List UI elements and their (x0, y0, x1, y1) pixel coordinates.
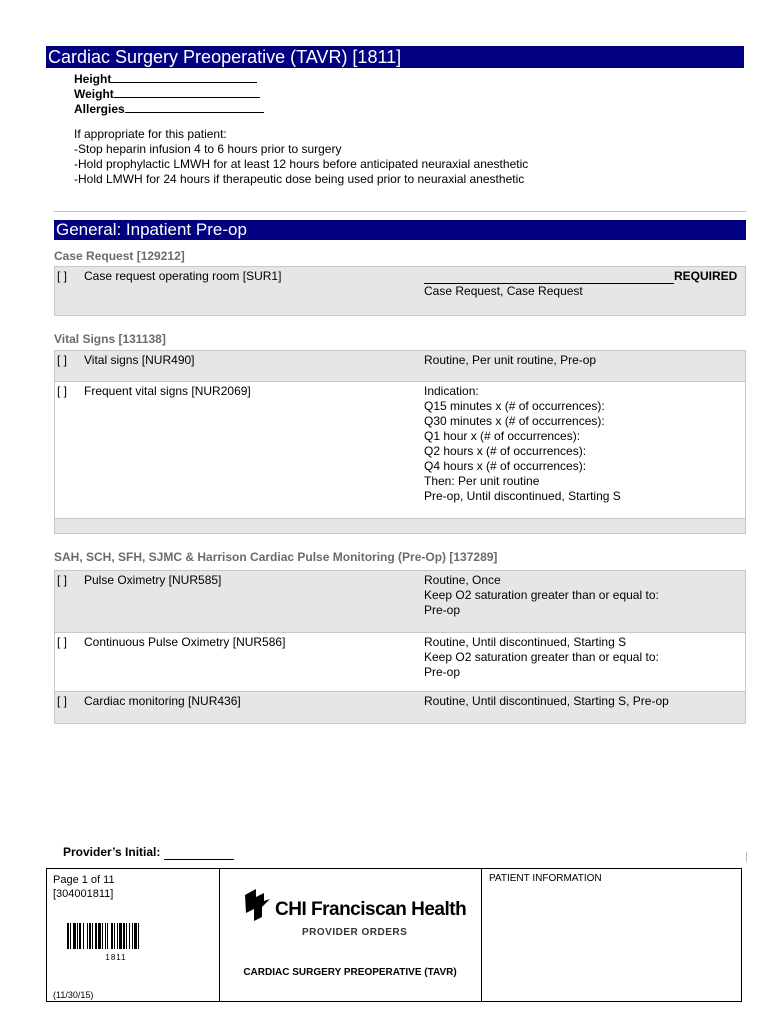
order-checkbox[interactable]: [ ] (57, 635, 68, 649)
divider (54, 211, 746, 212)
barcode-icon (67, 923, 165, 949)
page-info (53, 873, 115, 901)
patient-information-label: PATIENT INFORMATION (489, 873, 602, 884)
weight-field[interactable]: Weight (74, 86, 260, 102)
order-row (54, 632, 746, 692)
form-title-bar (46, 46, 744, 68)
order-checkbox[interactable]: [ ] (57, 269, 68, 283)
order-details: Routine, Until discontinued, Starting S, Pre-op (424, 694, 669, 708)
order-details: Routine, Once Keep O2 saturation greater than or equal to: Pre-op (424, 573, 659, 617)
order-row (54, 381, 746, 519)
order-details: REQUIRED Case Request, Case Request (424, 269, 738, 298)
group-title-case-request: Case Request [129212] (54, 249, 185, 263)
barcode-number: 1811 (105, 953, 127, 962)
order-checkbox[interactable]: [ ] (57, 384, 68, 398)
divider (746, 852, 747, 862)
form-date: (11/30/15) (53, 990, 94, 1000)
order-row (54, 350, 746, 382)
allergies-field[interactable]: Allergies (74, 101, 264, 117)
form-footer-title: CARDIAC SURGERY PREOPERATIVE (TAVR) (243, 967, 457, 978)
order-details: Routine, Per unit routine, Pre-op (424, 353, 597, 367)
order-name: Pulse Oximetry [NUR585] (84, 573, 222, 587)
required-entry-line[interactable] (424, 271, 674, 284)
order-details: Indication: Q15 minutes x (# of occurrences): Q30 minutes x (# of occurrences): Q1 hour x (# of occurrences): Q2 hours x (# of occurrences): Q4 hours x (# of occurrences): Then: Per unit routine Pre-op, Until discontinued, Starting S (424, 384, 621, 503)
section-title: General: Inpatient Pre-op (56, 220, 247, 239)
order-name: Cardiac monitoring [NUR436] (84, 694, 241, 708)
order-checkbox[interactable]: [ ] (57, 353, 68, 367)
section-title-bar (54, 220, 746, 240)
logo-name: CHI Franciscan Health (275, 899, 467, 920)
order-name: Continuous Pulse Oximetry [NUR586] (84, 635, 286, 649)
chi-logo-icon (242, 887, 272, 921)
page-number: Page 1 of 11 (53, 874, 115, 886)
height-field[interactable]: Height (74, 71, 257, 87)
form-title: Cardiac Surgery Preoperative (TAVR) [1811] (48, 47, 402, 67)
group-title-vital-signs: Vital Signs [131138] (54, 332, 166, 346)
order-name: Frequent vital signs [NUR2069] (84, 384, 251, 398)
required-label: REQUIRED (674, 269, 738, 283)
order-code: [304001811] (53, 888, 114, 900)
order-name: Vital signs [NUR490] (84, 353, 195, 367)
instruction-notes: If appropriate for this patient: -Stop heparin infusion 4 to 6 hours prior to surgery -Hold prophylactic LMWH for at least 12 hours before anticipated neuraxial anesthetic -Hold LMWH for 24 hours if therapeutic dose being used prior to neuraxial anesthetic (74, 127, 529, 186)
provider-initial-field[interactable]: Provider’s Initial: (63, 845, 234, 860)
order-name: Case request operating room [SUR1] (84, 269, 282, 283)
order-row (54, 570, 746, 633)
order-row (54, 691, 746, 724)
footer-box (46, 868, 742, 1002)
row-spacer (54, 518, 746, 534)
order-details: Routine, Until discontinued, Starting S Keep O2 saturation greater than or equal to: Pre-op (424, 635, 659, 679)
logo-subtitle: PROVIDER ORDERS (302, 927, 408, 938)
order-checkbox[interactable]: [ ] (57, 573, 68, 587)
order-checkbox[interactable]: [ ] (57, 694, 68, 708)
group-title-pulse-monitoring: SAH, SCH, SFH, SJMC & Harrison Cardiac Pulse Monitoring (Pre-Op) [137289] (54, 550, 498, 564)
order-row (54, 266, 746, 316)
